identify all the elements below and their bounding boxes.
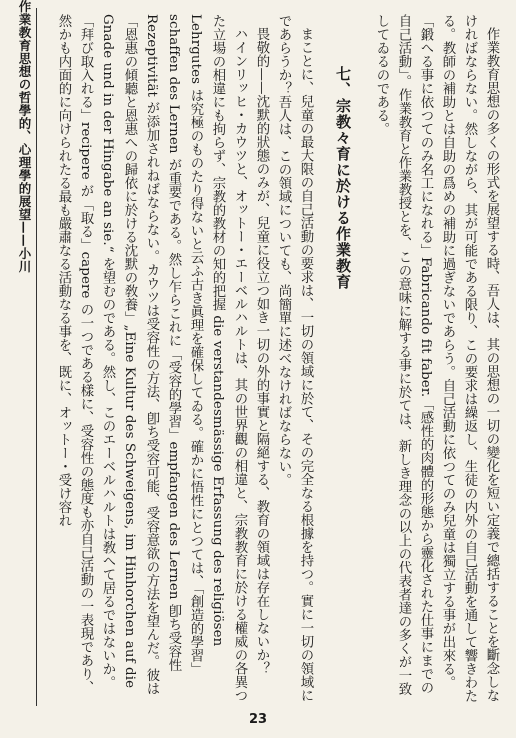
- header-rule: [36, 8, 37, 706]
- body-text: [40, 14, 502, 706]
- page-number: 23: [248, 712, 268, 727]
- body-paragraph: まことに、兒童の最大限の自己活動の要求は、一切の領域に於て、その完全なる根據を持つ。實に一切の領域にであらうか？吾人は、この領域についても、尚簡單に述べなければならない。: [276, 14, 313, 703]
- section-heading: 七、宗教々育に於ける作業教育: [334, 66, 352, 290]
- body-paragraph: 作業教育思想の多くの形式を展望する時、吾人は、其の思想の一切の變化を短い定義で總括することを斷念しなければならない。然しながら、其が可能である限り、この要求は繰返し、生徒の内外の自己活動を通して響きわたる。教師の補助とは自助の爲めの補助に過ぎないであらう。自己活動に依つてのみ兒童は獨立する事が出來る。「鍛へる事に依つてのみ名工になれる」Fabricando fit faber.「感性的肉體的形態から靈化された仕事にまでの自己活動」。作業教育と作業教授とを、この意味に解する事に於ては、新しき理念の以上の代表者達の多くが一致してゐるのである。: [374, 14, 499, 703]
- body-paragraph: ハインリッヒ・カウツと、オットー・エーベルハルトは、其の世界觀の相違と、宗教教育に於ける權威の各異つた立場の相違にも拘らず、宗教的教材の知的把握 die verstandesmässige Erfassung des religiösen Lehrgutes は究極のものたり得ないと云ふ古き眞理を確保してゐる。確かに悟性にとつては、「創造的學習」schaffen des Lernen が重要である。然し乍らこれに「受容的學習」empfangen des Lernen 卽ち受容性 Rezeptivität が添加されねばならない。カウツは受容性の方法、卽ち受容可能、受容意欲の方法を望んだ。彼は「恩惠の傾聽と恩惠への歸依に於ける沈默の敎養」„Eine Kultur des Schweigens, im Hinhorchen auf die Gnade und in der Hingabe an sie.“ を望むのである。然し、このエーベルハルトは敎へて居るではないか。「拜び取入れる」recipere が「取る」capere の一つである樣に、受容性の態度も亦自己活動の一表現であり、然かも内面的に向けられたる最も嚴肅なる活動なる事を、既に、オットー・受け容れ: [56, 14, 247, 703]
- running-header: 作業教育思想の哲學的、心理學的展望——小川: [17, 0, 32, 273]
- body-paragraph: 畏敬的——沈默的狀態のみが、兒童に役立つ如き一切の外的事實と隔絕する、教育の領域は存在しないか？: [254, 27, 269, 676]
